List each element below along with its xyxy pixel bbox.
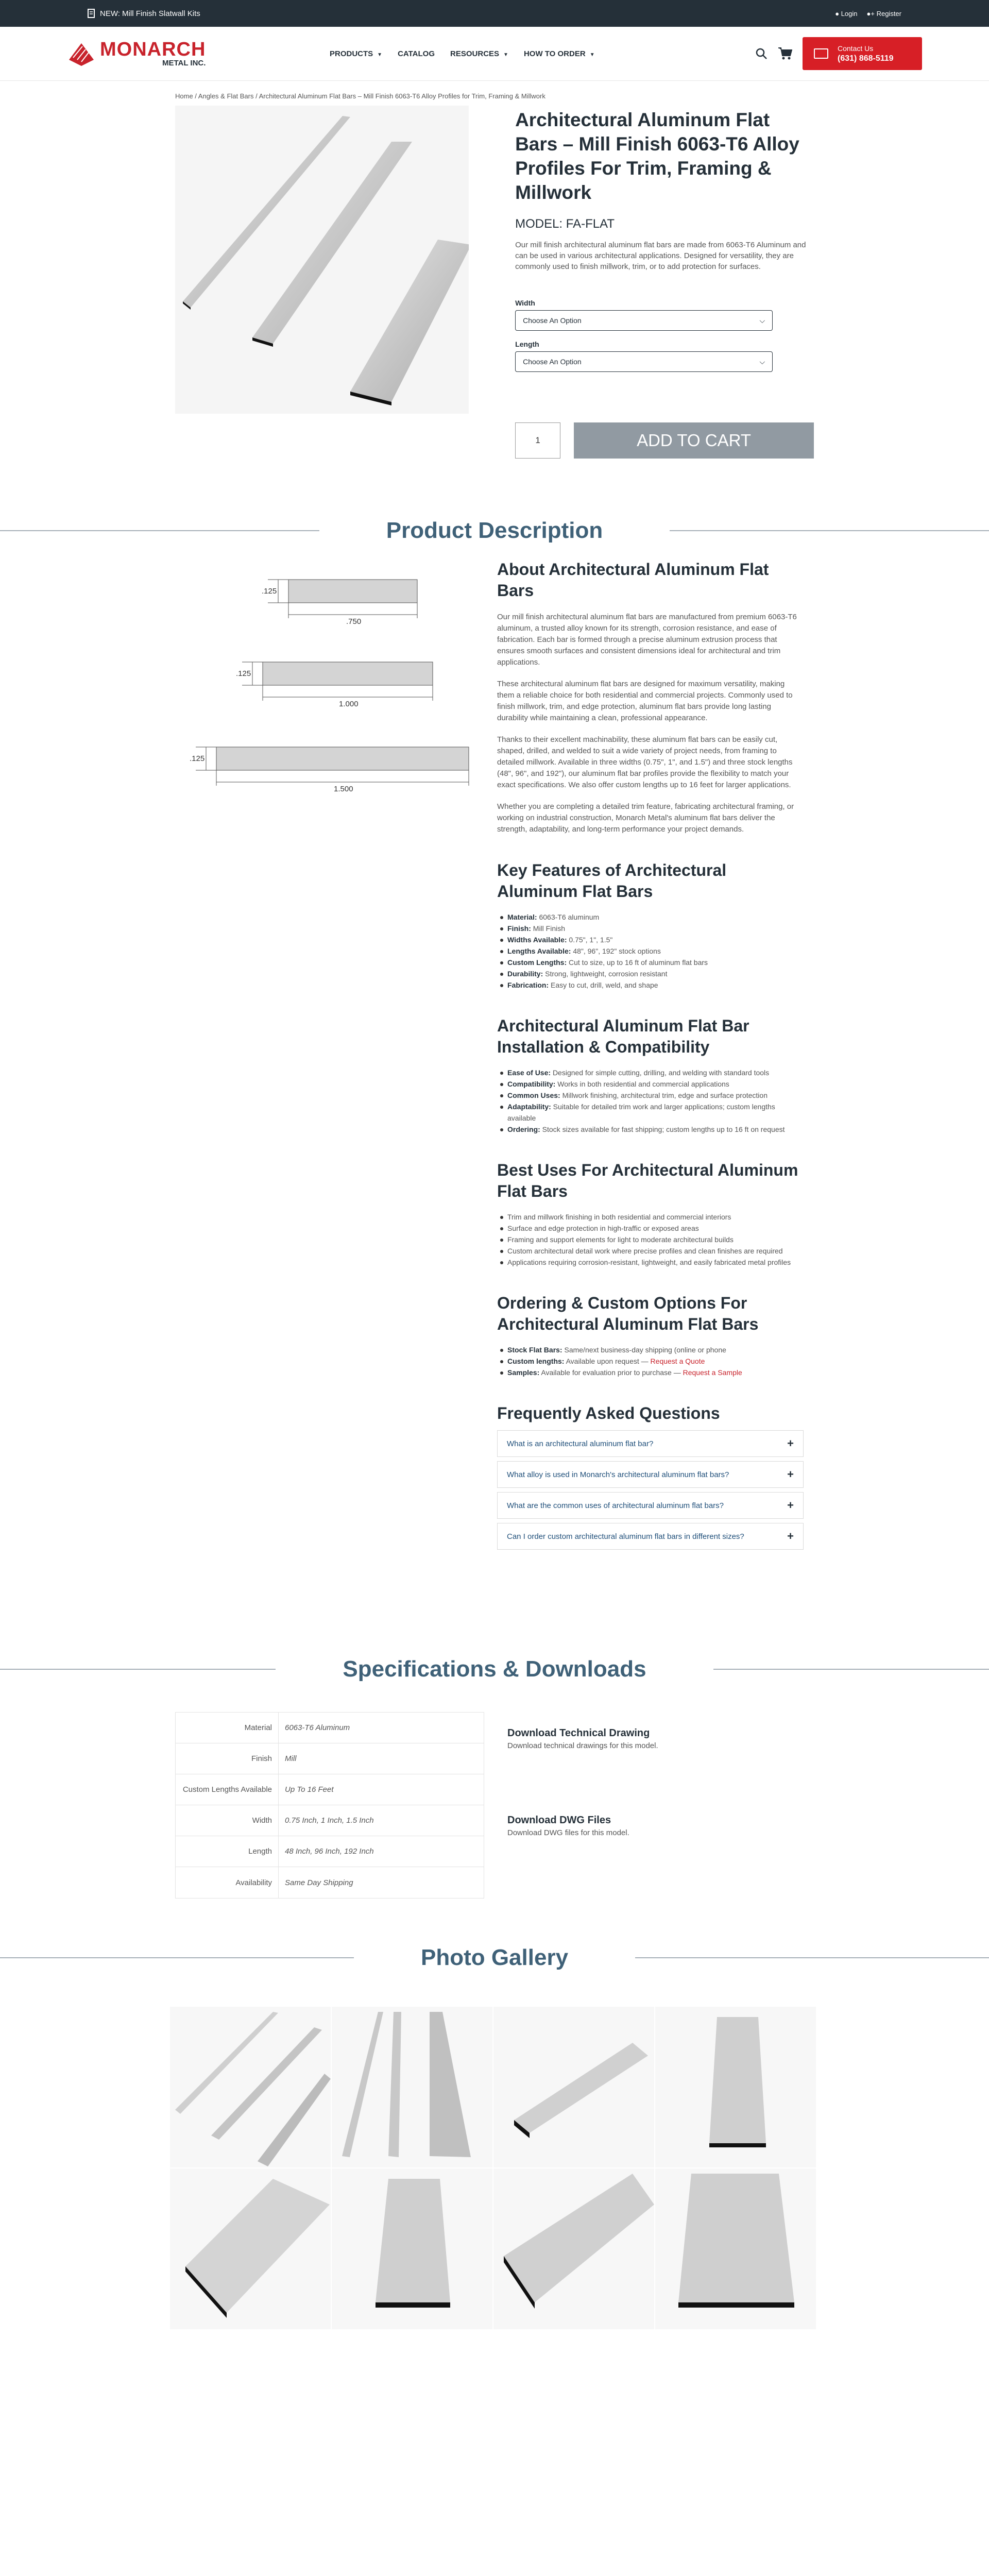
nav-how-to-order[interactable]: HOW TO ORDER ▼: [523, 49, 595, 58]
faq-block: [497, 1403, 804, 1550]
product-hero: [0, 106, 989, 502]
install-title: Architectural Aluminum Flat Bar Installation & Compatibility: [497, 1016, 749, 1056]
list-item: Widths Available: 0.75", 1", 1.5": [497, 934, 804, 945]
nav-resources[interactable]: RESOURCES ▼: [450, 49, 508, 58]
divider: [0, 1669, 276, 1670]
width-label: Width: [515, 299, 535, 307]
list-item: Adaptability: Suitable for detailed trim work and larger applications; custom lengths available: [497, 1101, 804, 1124]
register-link[interactable]: ●+ Register: [866, 9, 901, 18]
section-title: Photo Gallery: [420, 1945, 569, 1970]
main-nav: [330, 49, 595, 58]
gallery-image[interactable]: [493, 2168, 654, 2329]
plus-icon: +: [787, 1468, 794, 1481]
plus-icon: +: [787, 1530, 794, 1543]
photo-gallery: [0, 2007, 989, 2329]
site-header: [0, 27, 989, 81]
breadcrumb[interactable]: Home / Angles & Flat Bars / Architectural Aluminum Flat Bars – Mill Finish 6063-T6 Alloy Profiles for Trim, Framing & Millwork: [175, 92, 545, 100]
caret-down-icon: ▼: [589, 52, 595, 58]
divider: [635, 1957, 989, 1958]
nav-products[interactable]: PRODUCTS ▼: [330, 49, 383, 58]
gallery-image[interactable]: [332, 2007, 492, 2167]
download-dwg-files[interactable]: Download DWG Files Download DWG files for this model.: [507, 1815, 629, 1837]
length-label: Length: [515, 340, 539, 348]
drawing-075: [232, 569, 428, 631]
list-item: Surface and edge protection in high-traffic or exposed areas: [497, 1223, 804, 1234]
table-row: Custom Lengths Available Up To 16 Feet: [176, 1774, 484, 1805]
drawing-1500: [160, 737, 500, 799]
width-select[interactable]: Choose An Option ⌵: [515, 310, 773, 331]
faq-item[interactable]: What alloy is used in Monarch's architectural aluminum flat bars? +: [497, 1461, 804, 1488]
section-title: Product Description: [386, 518, 603, 543]
drawing-1000: [206, 652, 443, 714]
about-block: [497, 559, 804, 835]
table-row: Availability Same Day Shipping: [176, 1867, 484, 1898]
gallery-image[interactable]: [170, 2168, 331, 2329]
dim-height-label: .125: [236, 669, 251, 678]
promo-banner[interactable]: [88, 9, 200, 18]
download-technical-drawing[interactable]: Download Technical Drawing Download technical drawings for this model.: [507, 1727, 658, 1750]
list-item: Finish: Mill Finish: [497, 923, 804, 934]
list-item: Durability: Strong, lightweight, corrosion resistant: [497, 968, 804, 979]
list-item: Custom lengths: Available upon request — Request a Quote: [497, 1355, 804, 1367]
list-item: Ordering: Stock sizes available for fast shipping; custom lengths up to 16 ft on request: [497, 1124, 804, 1135]
about-paragraph: These architectural aluminum flat bars are designed for maximum versatility, making them a reliable choice for both residential and commercial projects. Commonly used to finish millwork, trim, and edge protection, aluminum flat bars provide long lasting durability while maintaining a clean, professional appearance.: [497, 680, 793, 722]
table-row: Length 48 Inch, 96 Inch, 192 Inch: [176, 1836, 484, 1867]
contact-label: Contact Us: [838, 44, 874, 53]
product-description: Our mill finish architectural aluminum flat bars are made from 6063-T6 Aluminum and can be used in various architectural applications. Designed for versatility, they are commonly used to finish millwork, trim, or to add protection for surfaces.: [515, 241, 806, 271]
contact-phone: (631) 868-5119: [838, 54, 894, 63]
contact-us-button[interactable]: [803, 37, 922, 70]
logo-name: MONARCH: [100, 38, 206, 60]
faq-item[interactable]: What are the common uses of architectural aluminum flat bars? +: [497, 1492, 804, 1519]
product-model: MODEL: FA-FLAT: [515, 217, 615, 231]
caret-down-icon: ▼: [377, 52, 383, 58]
request-sample-link[interactable]: Request a Sample: [683, 1368, 742, 1377]
user-icon: ●: [835, 9, 840, 18]
list-item: Trim and millwork finishing in both residential and commercial interiors: [497, 1211, 804, 1223]
table-row: Finish Mill: [176, 1743, 484, 1774]
about-title: About Architectural Aluminum Flat Bars: [497, 560, 769, 600]
chevron-down-icon: ⌵: [759, 357, 765, 366]
logo-sub: METAL INC.: [162, 58, 206, 67]
request-quote-link[interactable]: Request a Quote: [650, 1357, 705, 1365]
caret-down-icon: ▼: [503, 52, 508, 58]
faq-item[interactable]: Can I order custom architectural aluminum flat bars in different sizes? +: [497, 1523, 804, 1550]
about-paragraph: Thanks to their excellent machinability, these aluminum flat bars can be easily cut, shaped, drilled, and welded to suit a wide variety of project needs, from framing to detailed millwork. Available in three widths (0.75", 1", and 1.5") and three stock lengths (48", 96", and 192"), our aluminum flat bar profiles provide the flexibility to match your exact specifications. We also offer custom lengths up to 16 feet for larger applications.: [497, 735, 793, 789]
gallery-image[interactable]: [655, 2007, 816, 2167]
gallery-image[interactable]: [170, 2007, 331, 2167]
features-block: [497, 860, 804, 991]
downloads: [507, 1712, 765, 1899]
quantity-input[interactable]: 1: [515, 422, 560, 459]
list-item: Material: 6063-T6 aluminum: [497, 911, 804, 923]
gallery-image[interactable]: [332, 2168, 492, 2329]
dim-height-label: .125: [262, 587, 277, 596]
list-item: Samples: Available for evaluation prior to purchase — Request a Sample: [497, 1367, 804, 1378]
dim-width-label: .750: [346, 617, 362, 626]
list-item: Common Uses: Millwork finishing, architectural trim, edge and surface protection: [497, 1090, 804, 1101]
list-item: Compatibility: Works in both residential and commercial applications: [497, 1078, 804, 1090]
dim-width-label: 1.000: [339, 700, 359, 708]
nav-catalog[interactable]: CATALOG: [398, 49, 435, 58]
install-block: [497, 1015, 804, 1135]
gallery-image[interactable]: [655, 2168, 816, 2329]
product-description-heading-row: [0, 502, 989, 559]
add-to-cart-button[interactable]: ADD TO CART: [574, 422, 814, 459]
section-title: Specifications & Downloads: [343, 1656, 646, 1682]
spec-table: [175, 1712, 484, 1899]
logo[interactable]: [67, 39, 252, 68]
table-row: Width 0.75 Inch, 1 Inch, 1.5 Inch: [176, 1805, 484, 1836]
about-paragraph: Whether you are completing a detailed trim feature, fabricating architectural framing, or working on industrial construction, Monarch Metal's aluminum flat bars deliver the strength, adaptability, and long-term performance your project demands.: [497, 802, 794, 834]
faq-title: Frequently Asked Questions: [497, 1404, 720, 1422]
features-title: Key Features of Architectural Aluminum Flat Bars: [497, 861, 727, 901]
about-paragraph: Our mill finish architectural aluminum flat bars are manufactured from premium 6063-T6 aluminum, a trusted alloy known for its strength, corrosion resistance, and ease of fabrication. Each bar is formed through a precise aluminum extrusion process that ensures smooth surfaces and consistent dimensions ideal for architectural and trim applications.: [497, 613, 797, 667]
table-row: Material 6063-T6 Aluminum: [176, 1713, 484, 1743]
search-icon[interactable]: [755, 47, 768, 60]
technical-drawings: [175, 559, 497, 1641]
description-content: [497, 559, 804, 1641]
divider: [670, 530, 989, 531]
promo-text[interactable]: NEW: Mill Finish Slatwall Kits: [100, 9, 200, 18]
ordering-title: Ordering & Custom Options For Architectural Aluminum Flat Bars: [497, 1294, 759, 1333]
plus-icon: +: [787, 1499, 794, 1512]
chevron-down-icon: ⌵: [759, 316, 765, 325]
product-title: Architectural Aluminum Flat Bars – Mill Finish 6063-T6 Alloy Profiles For Trim, Framing & Millwork: [515, 109, 799, 203]
specs-heading-row: [0, 1641, 989, 1698]
divider: [713, 1669, 989, 1670]
list-item: Applications requiring corrosion-resistant, lightweight, and easily fabricated metal profiles: [497, 1257, 804, 1268]
flat-bars-illustration: [175, 106, 469, 414]
plus-icon: +: [787, 1437, 794, 1450]
uses-title: Best Uses For Architectural Aluminum Flat Bars: [497, 1161, 798, 1200]
dim-height-label: .125: [190, 754, 205, 763]
logo-mark-icon: [67, 39, 96, 68]
document-icon: [88, 9, 95, 18]
dim-width-label: 1.500: [334, 785, 353, 793]
cart-icon[interactable]: [778, 47, 792, 60]
product-image[interactable]: [175, 106, 469, 414]
gallery-heading-row: [0, 1929, 989, 1986]
list-item: Custom architectural detail work where precise profiles and clean finishes are required: [497, 1245, 804, 1257]
login-link[interactable]: ● Login: [835, 9, 858, 18]
list-item: Lengths Available: 48", 96", 192" stock options: [497, 945, 804, 957]
length-select[interactable]: Choose An Option ⌵: [515, 351, 773, 372]
list-item: Fabrication: Easy to cut, drill, weld, and shape: [497, 979, 804, 991]
page-footer-space: [0, 2329, 989, 2576]
gallery-image[interactable]: [493, 2007, 654, 2167]
ordering-block: [497, 1293, 804, 1378]
list-item: Framing and support elements for light to moderate architectural builds: [497, 1234, 804, 1245]
top-bar: [0, 0, 989, 27]
envelope-icon: [814, 48, 828, 59]
list-item: Ease of Use: Designed for simple cutting, drilling, and welding with standard tools: [497, 1067, 804, 1078]
user-plus-icon: ●+: [866, 9, 875, 18]
list-item: Custom Lengths: Cut to size, up to 16 ft of aluminum flat bars: [497, 957, 804, 968]
faq-item[interactable]: What is an architectural aluminum flat bar? +: [497, 1430, 804, 1457]
divider: [0, 1957, 354, 1958]
divider: [0, 530, 319, 531]
list-item: Stock Flat Bars: Same/next business-day shipping (online or phone: [497, 1344, 804, 1355]
uses-block: [497, 1160, 804, 1268]
